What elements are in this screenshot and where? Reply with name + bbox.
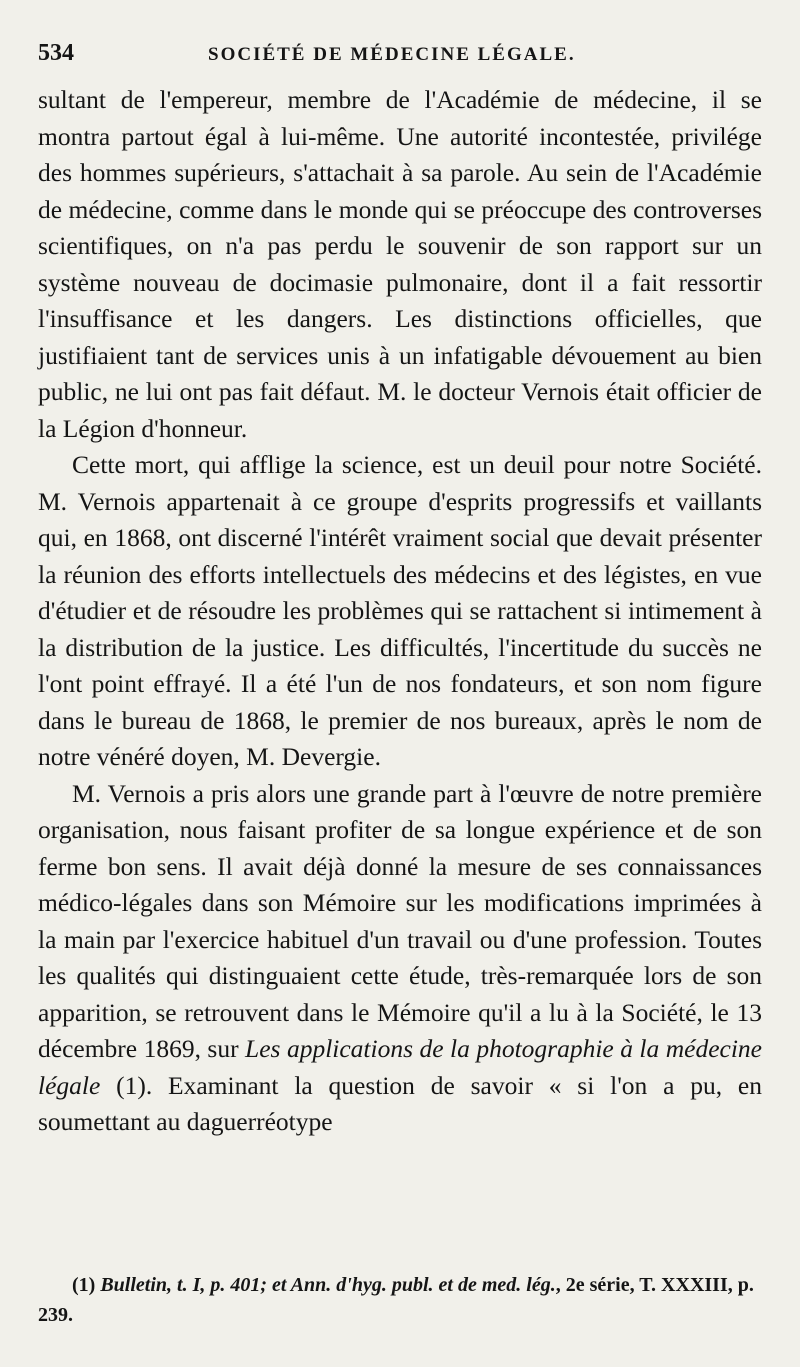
footnote-marker: (1): [72, 1274, 96, 1296]
paragraph-3-text-start: M. Vernois a pris alors une grande part à l'œuvre de notre première organisation, nous faisant profiter de sa longue expérience et de son ferme bon sens. Il avait déjà donné la mesure de ses connaissances médico-légales dans son Mémoire sur les modifications imprimées à la main par l'exercice habituel d'un travail ou d'une profession. Toutes les qualités qui distinguaient cette étude, très-remarquée lors de son apparition, se retrouvent dans le Mémoire qu'il a lu à la Société, le 13 décembre 1869, sur: [38, 778, 762, 1063]
footnote-ref-3: , 2e série, T. XXXIII, p. 239.: [38, 1274, 754, 1326]
footnote-ref-1: Bulletin, t. I, p. 401; et: [95, 1274, 291, 1296]
page-number: 534: [38, 40, 74, 66]
footnotes: [38, 1270, 762, 1330]
body-text: [38, 82, 762, 1141]
running-head: SOCIÉTÉ DE MÉDECINE LÉGALE.: [208, 44, 576, 65]
footnote-ref-2: Ann. d'hyg. publ. et de med. lég.: [290, 1274, 556, 1296]
paragraph-1: sultant de l'empereur, membre de l'Académie de médecine, il se montra partout égal à lui-même. Une autorité incontestée, privilége des hommes supérieurs, s'attachait à sa parole. Au sein de l'Académie de médecine, comme dans le monde qui se préoccupe des controverses scientifiques, on n'a pas perdu le souvenir de son rapport sur un système nouveau de docimasie pulmonaire, dont il a fait ressortir l'insuffisance et les dangers. Les distinctions officielles, que justifiaient tant de services unis à un infatigable dévouement au bien public, ne lui ont pas fait défaut. M. le docteur Vernois était officier de la Légion d'honneur.: [38, 85, 762, 443]
page-header: [38, 40, 762, 76]
paragraph-3-title: Les applications de la photographie à la médecine légale: [38, 1034, 762, 1100]
paragraph-2: Cette mort, qui afflige la science, est un deuil pour notre Société. M. Vernois appartenait à ce groupe d'esprits progressifs et vaillants qui, en 1868, ont discerné l'intérêt vraiment social que devait présenter la réunion des efforts intellectuels des médecins et des légistes, en vue d'étudier et de résoudre les problèmes qui se rattachent si intimement à la distribution de la justice. Les difficultés, l'incertitude du succès ne l'ont point effrayé. Il a été l'un de nos fondateurs, et son nom figure dans le bureau de 1868, le premier de nos bureaux, après le nom de notre vénéré doyen, M. Devergie.: [38, 450, 762, 771]
footnote-1: [38, 1270, 762, 1330]
paragraph-3: [38, 776, 762, 1141]
paragraph-3-text-end: (1). Examinant la question de savoir « si l'on a pu, en soumettant au daguerréotype: [38, 1070, 762, 1136]
